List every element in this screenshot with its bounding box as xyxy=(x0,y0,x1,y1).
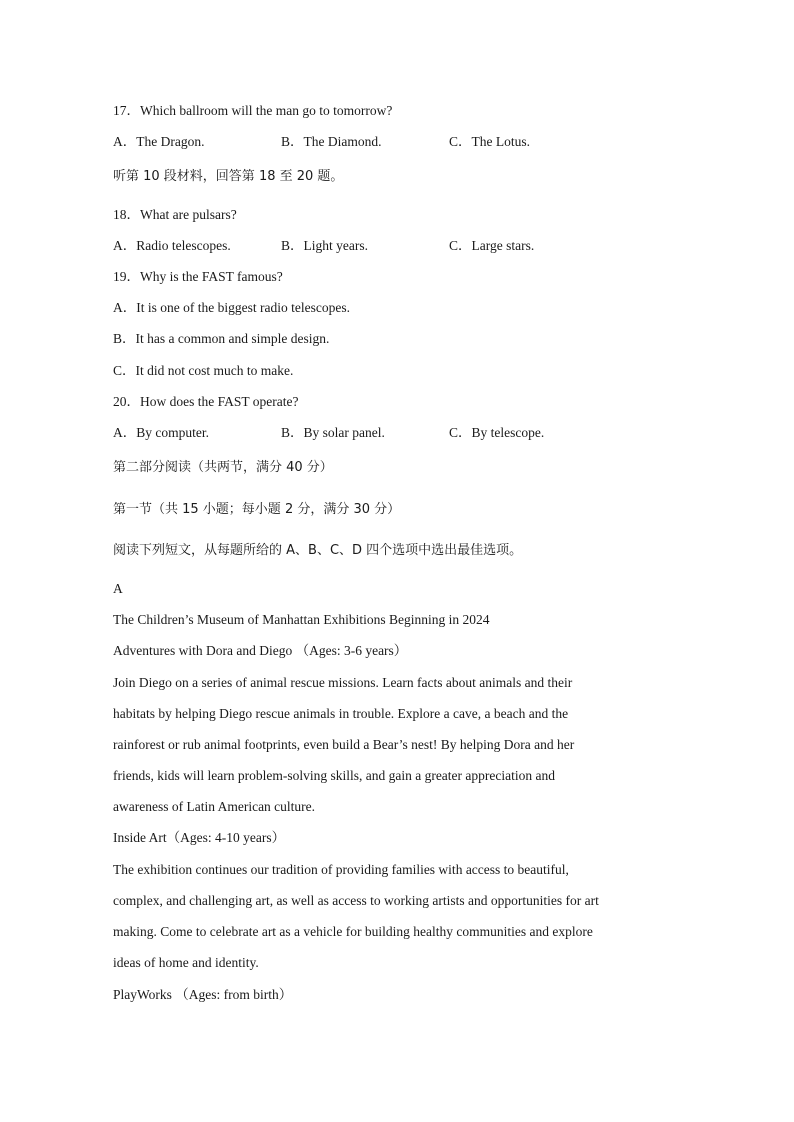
part-2-title: 第二部分阅读（共两节，满分 40 分） xyxy=(113,460,333,475)
option-b: B．It has a common and simple design. xyxy=(113,331,330,346)
question-18: 18．What are pulsars? xyxy=(113,207,237,222)
exhibit-2-text-line: complex, and challenging art, as well as access to working artists and opportunities for art xyxy=(113,893,599,908)
exhibit-2-text-line: making. Come to celebrate art as a vehicle for building healthy communities and explore xyxy=(113,924,593,939)
exhibit-1-text-line: Join Diego on a series of animal rescue missions. Learn facts about animals and their xyxy=(113,675,573,690)
question-20-options xyxy=(113,424,673,442)
passage-title: The Children’s Museum of Manhattan Exhibitions Beginning in 2024 xyxy=(113,612,490,627)
question-17-options xyxy=(113,133,673,151)
option-a: A．The Dragon. xyxy=(113,134,205,149)
question-19: 19．Why is the FAST famous? xyxy=(113,269,283,284)
exhibit-1-title: Adventures with Dora and Diego （Ages: 3-6 years） xyxy=(113,643,408,658)
exhibit-3-title: PlayWorks （Ages: from birth） xyxy=(113,987,293,1002)
exhibit-1-text-line: awareness of Latin American culture. xyxy=(113,799,316,814)
option-c: C．Large stars. xyxy=(449,238,535,253)
passage-label: A xyxy=(113,581,123,596)
question-20: 20．How does the FAST operate? xyxy=(113,394,299,409)
option-a: A．By computer. xyxy=(113,425,209,440)
exhibit-2-text-line: ideas of home and identity. xyxy=(113,955,259,970)
option-b: B．The Diamond. xyxy=(281,134,382,149)
exhibit-2-title: Inside Art（Ages: 4-10 years） xyxy=(113,830,286,845)
option-a: A．It is one of the biggest radio telescopes. xyxy=(113,300,350,315)
question-18-options xyxy=(113,237,673,255)
exhibit-1-text-line: rainforest or rub animal footprints, even build a Bear’s nest! By helping Dora and her xyxy=(113,737,575,752)
option-a: A．Radio telescopes. xyxy=(113,238,231,253)
question-17: 17．Which ballroom will the man go to tomorrow? xyxy=(113,103,393,118)
section-1-title: 第一节（共 15 小题；每小题 2 分，满分 30 分） xyxy=(113,502,401,517)
exhibit-2-text-line: The exhibition continues our tradition of providing families with access to beautiful, xyxy=(113,862,569,877)
reading-instruction: 阅读下列短文，从每题所给的 A、B、C、D 四个选项中选出最佳选项。 xyxy=(113,543,523,558)
exhibit-1-text-line: friends, kids will learn problem-solving skills, and gain a greater appreciation and xyxy=(113,768,555,783)
option-c: C．It did not cost much to make. xyxy=(113,363,294,378)
option-c: C．The Lotus. xyxy=(449,134,530,149)
option-c: C．By telescope. xyxy=(449,425,545,440)
exhibit-1-text-line: habitats by helping Diego rescue animals in trouble. Explore a cave, a beach and the xyxy=(113,706,569,721)
option-b: B．Light years. xyxy=(281,238,368,253)
option-b: B．By solar panel. xyxy=(281,425,385,440)
section-10-instruction: 听第 10 段材料，回答第 18 至 20 题。 xyxy=(113,169,344,184)
